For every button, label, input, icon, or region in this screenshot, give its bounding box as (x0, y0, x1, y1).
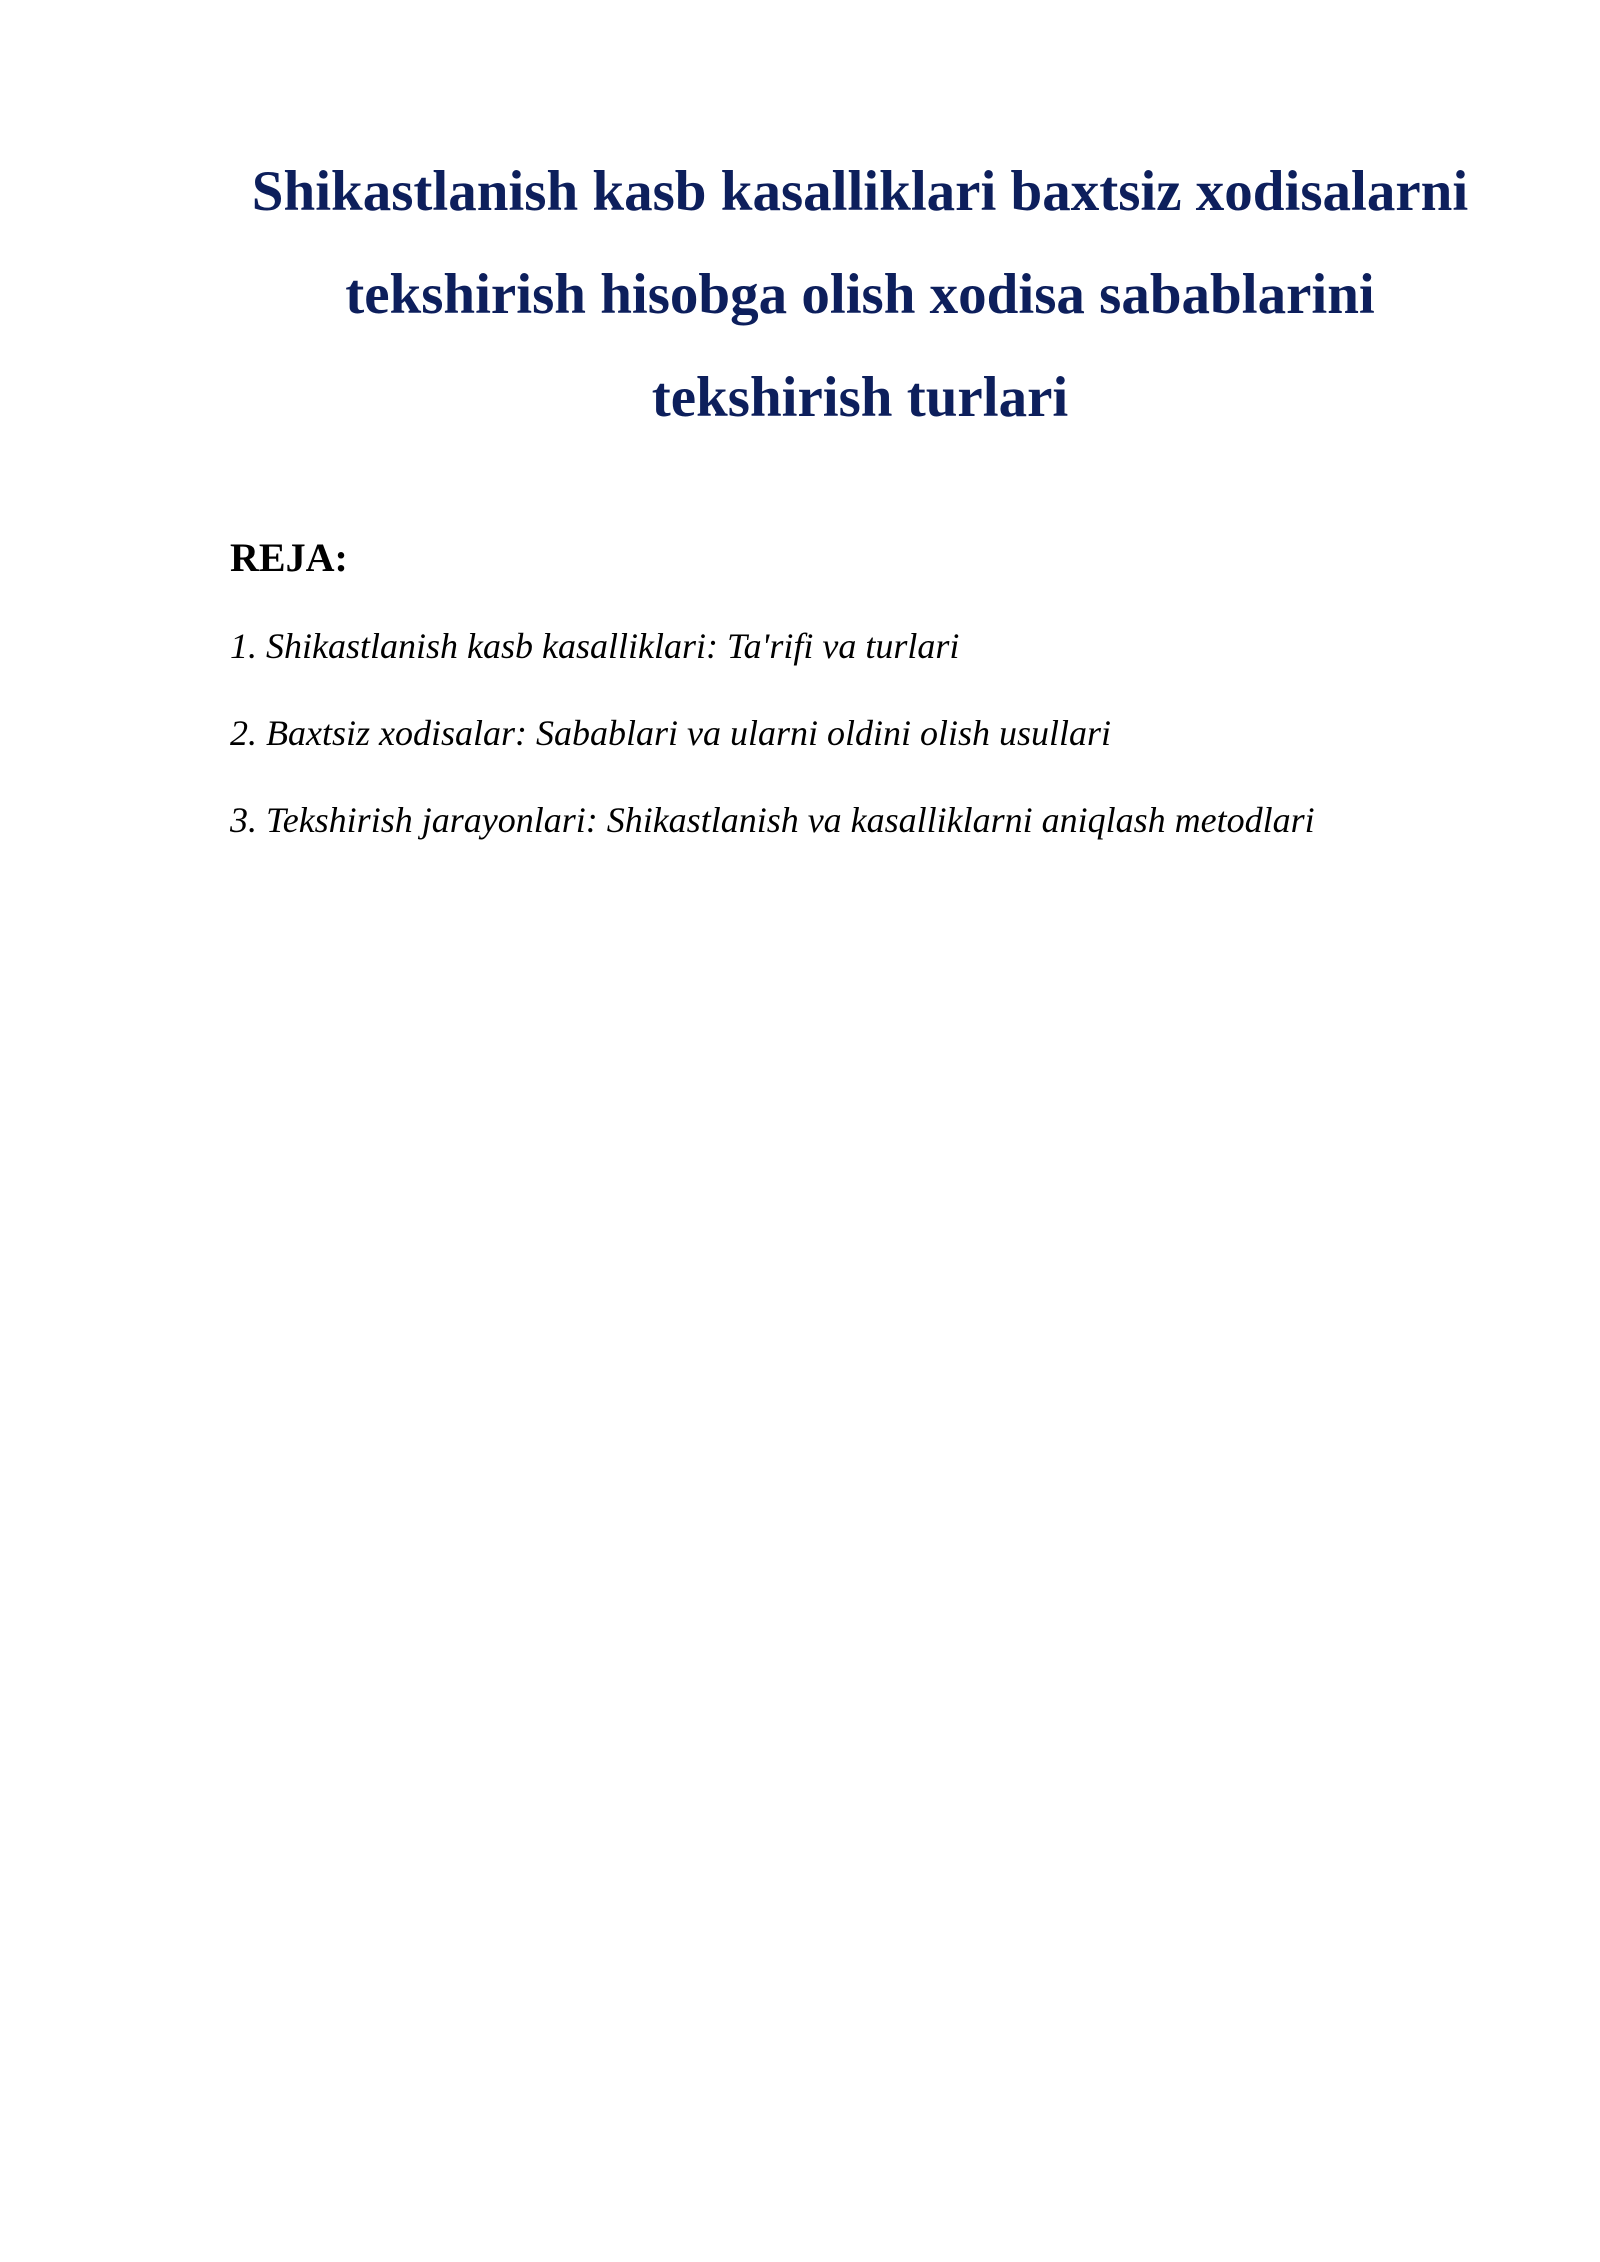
plan-item: 3. Tekshirish jarayonlari: Shikastlanish va kasalliklarni aniqlash metodlari (230, 800, 1315, 840)
document-title: Shikastlanish kasb kasalliklari baxtsiz xodisalarni tekshirish hisobga olish xodisa sabablarini tekshirish turlari (251, 160, 1469, 429)
plan-item: 2. Baxtsiz xodisalar: Sabablari va ularni oldini olish usullari (230, 713, 1112, 753)
plan-list (230, 620, 1530, 881)
plan-heading: REJA: (230, 535, 348, 580)
plan-item: 1. Shikastlanish kasb kasalliklari: Ta'rifi va turlari (230, 626, 960, 666)
